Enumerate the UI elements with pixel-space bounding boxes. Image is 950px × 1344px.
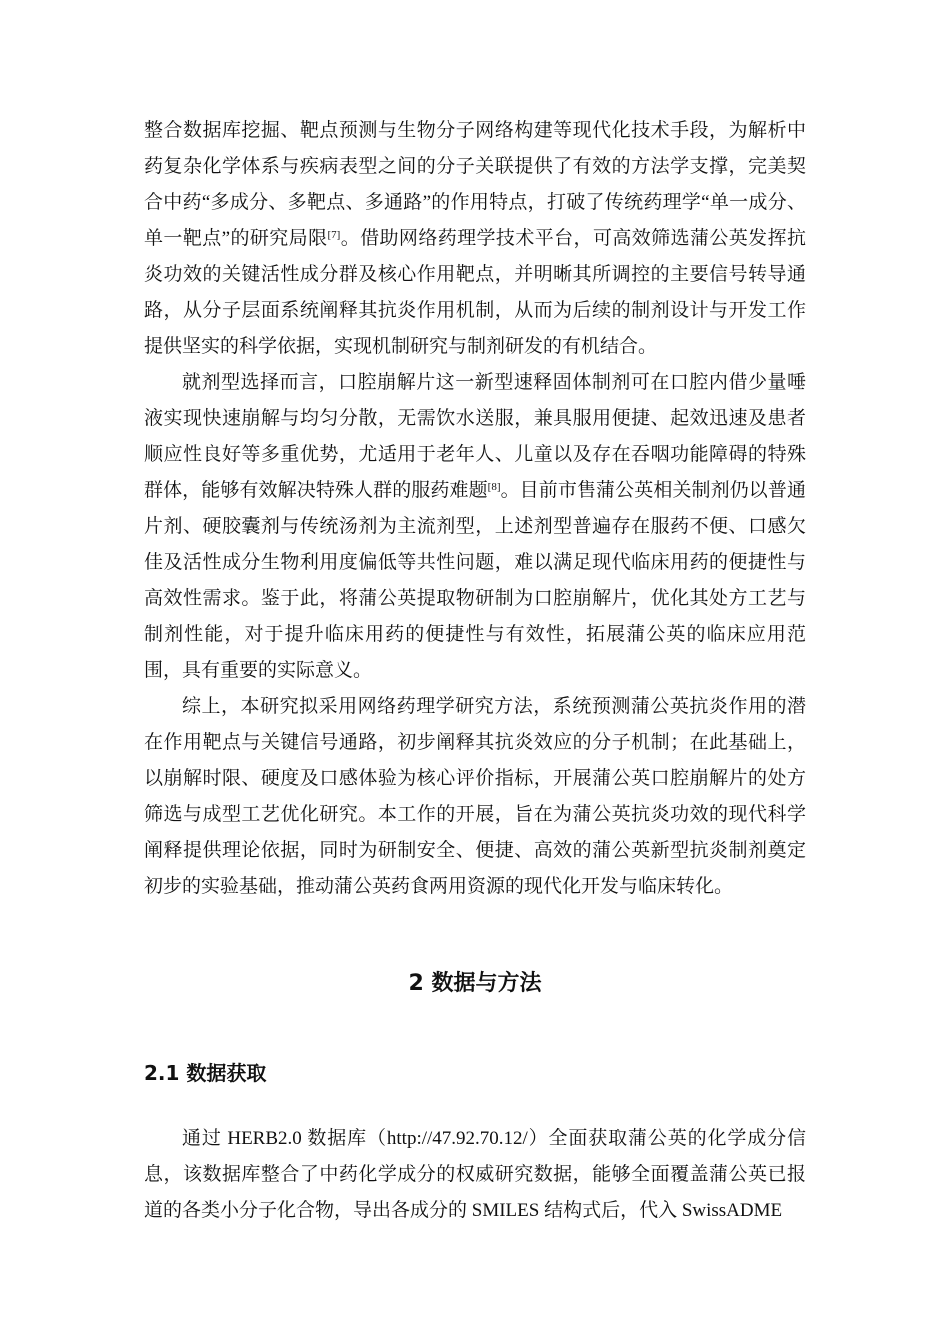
citation-7: [7] <box>327 229 341 241</box>
citation-8: [8] <box>487 481 501 493</box>
section-body <box>144 1121 806 1229</box>
intro-paragraph-1 <box>144 113 806 365</box>
intro-paragraph-2-text-b: 。目前市售蒲公英相关制剂仍以普通片剂、硬胶囊剂与传统汤剂为主流剂型，上述剂型普遍存在服药不便、口感欠佳及活性成分生物利用度偏低等共性问题，难以满足现代临床用药的便捷性与高效性需求。鉴于此，将蒲公英提取物研制为口腔崩解片，优化其处方工艺与制剂性能，对于提升临床用药的便捷性与有效性，拓展蒲公英的临床应用范围，具有重要的实际意义。 <box>144 480 806 681</box>
section-heading: 2 数据与方法 <box>408 971 542 996</box>
intro-paragraph-3: 综上，本研究拟采用网络药理学研究方法，系统预测蒲公英抗炎作用的潜在作用靶点与关键信号通路，初步阐释其抗炎效应的分子机制；在此基础上，以崩解时限、硬度及口感体验为核心评价指标，开展蒲公英口腔崩解片的处方筛选与成型工艺优化研究。本工作的开展，旨在为蒲公英抗炎功效的现代科学阐释提供理论依据，同时为研制安全、便捷、高效的蒲公英新型抗炎制剂奠定初步的实验基础，推动蒲公英药食两用资源的现代化开发与临床转化。 <box>144 696 806 897</box>
intro-paragraph-1-text-a: 整合数据库挖掘、靶点预测与生物分子网络构建等现代化技术手段，为解析中药复杂化学体系与疾病表型之间的分子关联提供了有效的方法学支撑，完美契合中药“多成分、多靶点、多通路”的作用特点，打破了传统药理学“单一成分、单一靶点”的研究局限 <box>144 120 806 249</box>
intro-body <box>144 113 806 905</box>
subsection-heading: 2.1 数据获取 <box>144 1061 267 1085</box>
data-acquisition-paragraph: 通过 HERB2.0 数据库（http://47.92.70.12/）全面获取蒲公英的化学成分信息，该数据库整合了中药化学成分的权威研究数据，能够全面覆盖蒲公英已报道的各类小分子化合物，导出各成分的 SMILES 结构式后，代入 SwissADME <box>144 1128 806 1221</box>
intro-paragraph-1-text-b: 。借助网络药理学技术平台，可高效筛选蒲公英发挥抗炎功效的关键活性成分群及核心作用靶点，并明晰其所调控的主要信号转导通路，从分子层面系统阐释其抗炎作用机制，从而为后续的制剂设计与开发工作提供坚实的科学依据，实现机制研究与制剂研发的有机结合。 <box>144 228 806 357</box>
intro-paragraph-2-text-a: 就剂型选择而言，口腔崩解片这一新型速释固体制剂可在口腔内借少量唾液实现快速崩解与均匀分散，无需饮水送服，兼具服用便捷、起效迅速及患者顺应性良好等多重优势，尤适用于老年人、儿童以及存在吞咽功能障碍的特殊群体，能够有效解决特殊人群的服药难题 <box>144 372 806 501</box>
intro-paragraph-2 <box>144 365 806 689</box>
